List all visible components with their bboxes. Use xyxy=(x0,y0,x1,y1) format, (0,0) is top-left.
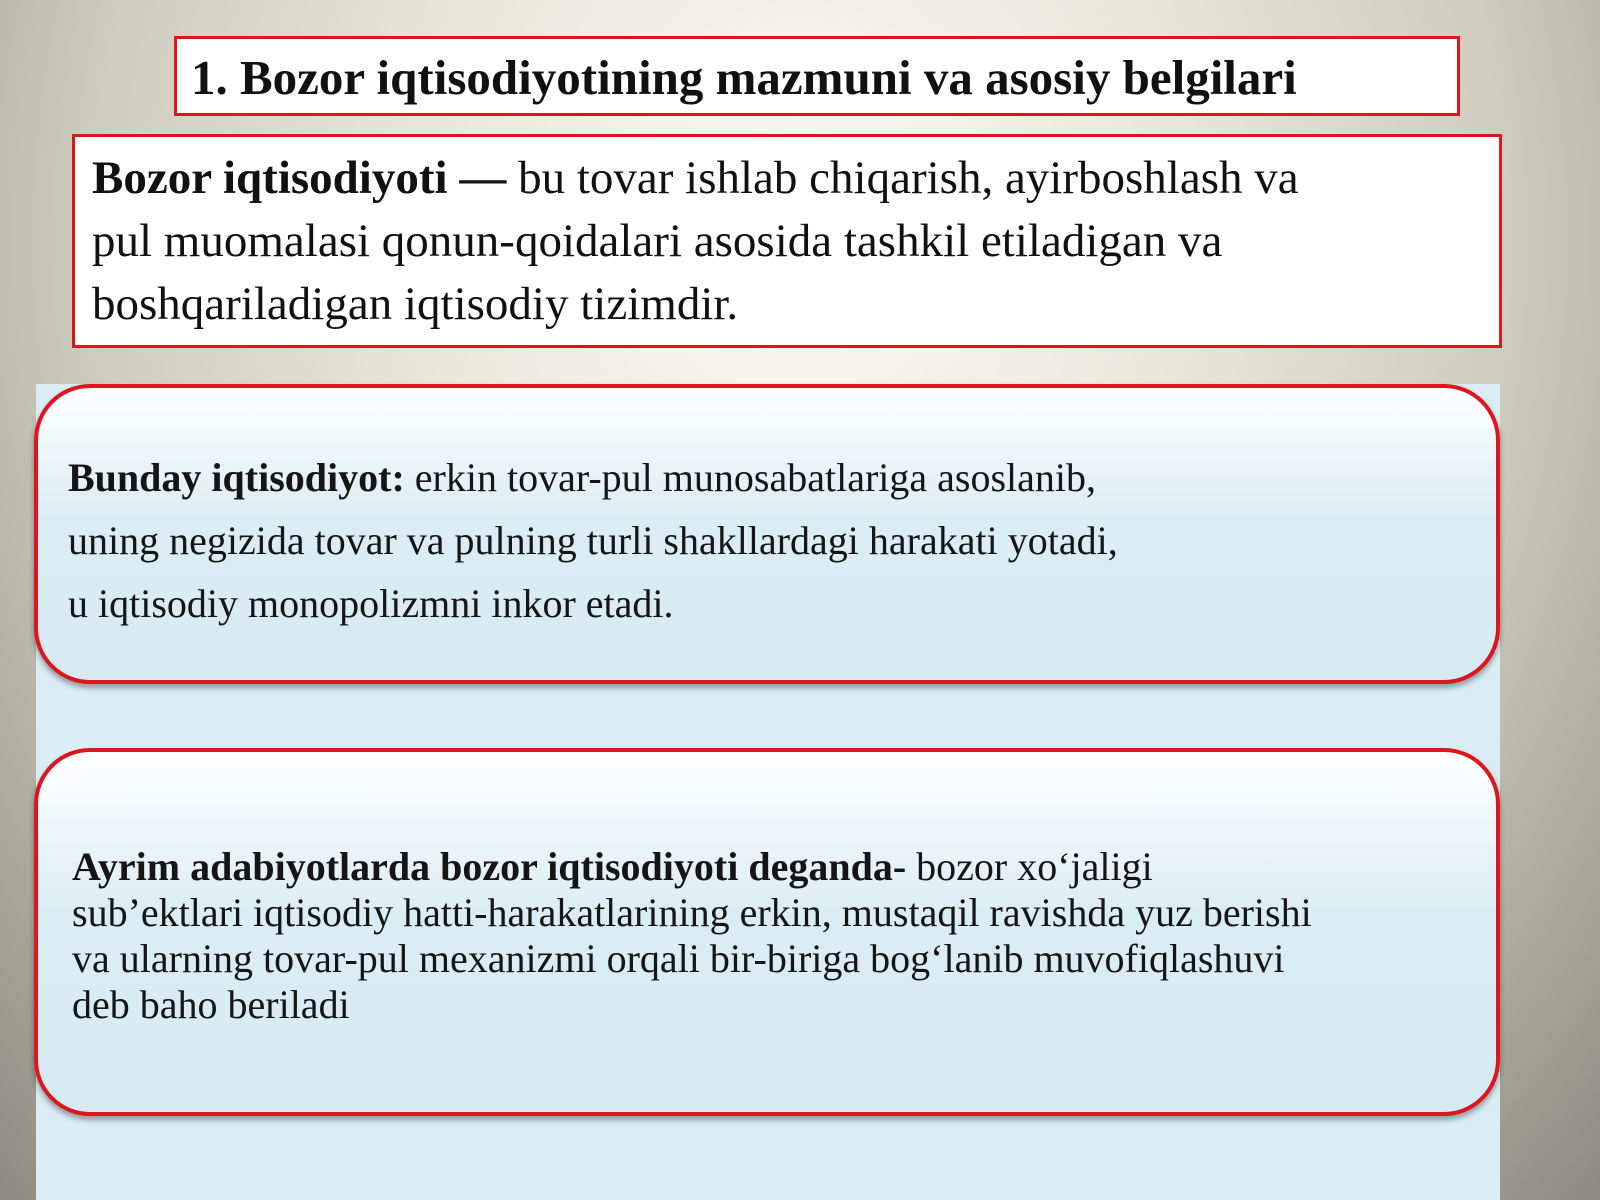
feature-box-two-line-2: sub’ektlari iqtisodiy hatti-harakatlarining erkin, mustaqil ravishda yuz berishi xyxy=(72,890,1312,935)
feature-box-one xyxy=(34,384,1500,684)
feature-box-one-line-1 xyxy=(68,446,1466,509)
definition-line-3: boshqariladigan iqtisodiy tizimdir. xyxy=(92,278,739,330)
definition-line-1-rest: bu tovar ishlab chiqarish, ayirboshlash va xyxy=(506,152,1299,204)
feature-box-two-lead: Ayrim adabiyotlarda bozor iqtisodiyoti deganda- xyxy=(72,844,907,889)
definition-box xyxy=(72,134,1502,348)
feature-box-one-line-1-rest: erkin tovar-pul munosabatlariga asoslanib, xyxy=(404,455,1097,500)
feature-box-two-line-3: va ularning tovar-pul mexanizmi orqali bir-biriga bog‘lanib muvofiqlashuvi xyxy=(72,936,1285,981)
definition-line-2: pul muomalasi qonun-qoidalari asosida tashkil etiladigan va xyxy=(92,215,1223,267)
feature-box-two-line-1-rest: bozor xo‘jaligi xyxy=(906,844,1153,889)
definition-text xyxy=(92,147,1483,336)
definition-term: Bozor iqtisodiyoti — xyxy=(92,152,507,204)
feature-box-one-line-3: u iqtisodiy monopolizmni inkor etadi. xyxy=(68,581,674,626)
feature-box-two xyxy=(34,748,1500,1116)
slide-title-box xyxy=(174,36,1460,116)
feature-box-one-text xyxy=(68,446,1466,635)
feature-box-two-text xyxy=(72,844,1466,1028)
definition-line-1 xyxy=(92,147,1483,210)
feature-box-two-line-4: deb baho beriladi xyxy=(72,982,350,1027)
slide-title: 1. Bozor iqtisodiyotining mazmuni va asosiy belgilari xyxy=(191,50,1297,105)
feature-box-one-line-2: uning negizida tovar va pulning turli shakllardagi harakati yotadi, xyxy=(68,518,1118,563)
feature-box-two-line-1 xyxy=(72,844,1466,890)
feature-box-one-lead: Bunday iqtisodiyot: xyxy=(68,455,405,500)
